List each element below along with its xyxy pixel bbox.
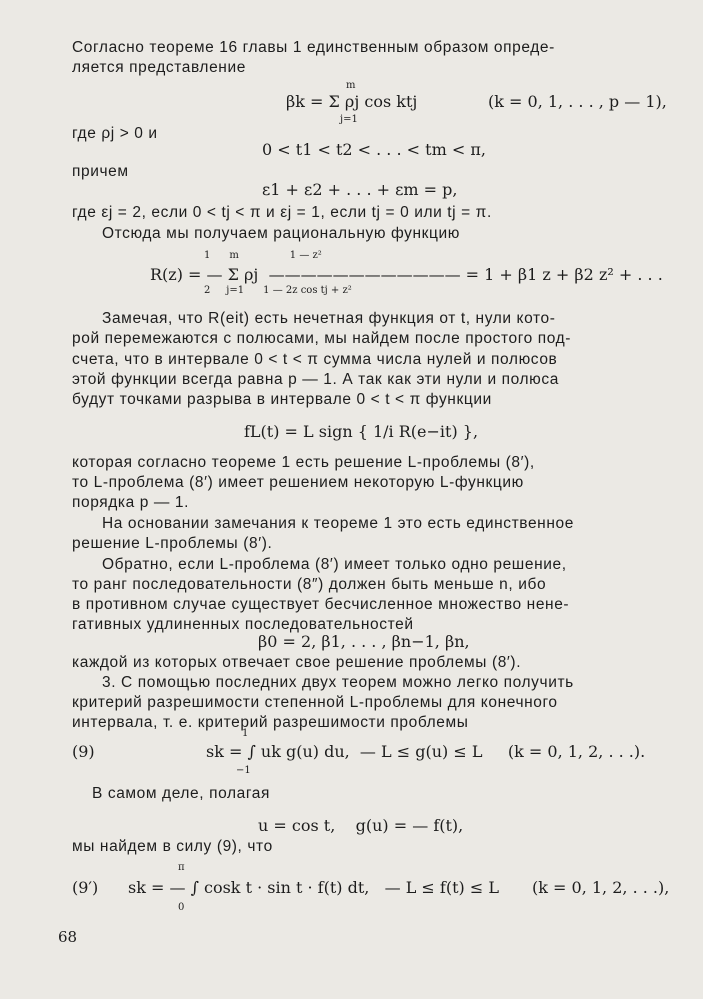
text-line: то ранг последовательности (8″) должен быть меньше n, ибо bbox=[72, 576, 547, 593]
formula-beta-sequence: β0 = 2, β1, . . . , βn−1, βn, bbox=[258, 632, 470, 651]
formula-sk-integral: sk = ∫ uk g(u) du, — L ≤ g(u) ≤ L (k = 0, 1, 2, . . .). bbox=[206, 742, 646, 761]
text-line: каждой из которых отвечает свое решение проблемы (8′). bbox=[72, 654, 522, 671]
equation-label-9-prime: (9′) bbox=[72, 878, 99, 897]
text-line: счета, что в интервале 0 < t < π сумма числа нулей и полюсов bbox=[72, 351, 558, 368]
integral-lower-limit: −1 bbox=[236, 765, 251, 776]
text-line: критерий разрешимости степенной L-проблемы для конечного bbox=[72, 694, 558, 711]
text-line: Замечая, что R(eit) есть нечетная функция от t, нули кото- bbox=[102, 310, 556, 327]
text-line: в противном случае существует бесчисленное множество нене- bbox=[72, 596, 570, 613]
formula-rational-function: R(z) = — Σ ρj ———————————— = 1 + β1 z + β2 z² + . . . bbox=[150, 265, 663, 284]
text-line: будут точками разрыва в интервале 0 < t < π функции bbox=[72, 391, 492, 408]
text-line: где εj = 2, если 0 < tj < π и εj = 1, если tj = 0 или tj = π. bbox=[72, 204, 492, 221]
text-line: В самом деле, полагая bbox=[92, 785, 270, 802]
equation-label-9: (9) bbox=[72, 742, 95, 761]
text-line: где ρj > 0 и bbox=[72, 125, 158, 142]
text-line: Обратно, если L-проблема (8′) имеет только одно решение, bbox=[102, 556, 567, 573]
formula-fl: fL(t) = L sign { 1/i R(e−it) }, bbox=[244, 422, 479, 441]
formula-top: 1 m 1 — z² bbox=[204, 250, 322, 261]
formula-epsilon-sum: ε1 + ε2 + . . . + εm = p, bbox=[262, 180, 458, 199]
text-line: то L-проблема (8′) имеет решением некоторую L-функцию bbox=[72, 474, 524, 491]
text-line: 3. С помощью последних двух теорем можно легко получить bbox=[102, 674, 574, 691]
formula-substitution: u = cos t, g(u) = — f(t), bbox=[258, 816, 464, 835]
text-line: причем bbox=[72, 163, 129, 180]
text-line: На основании замечания к теореме 1 это есть единственное bbox=[102, 515, 574, 532]
text-line: ляется представление bbox=[72, 59, 246, 76]
text-line: гативных удлиненных последовательностей bbox=[72, 616, 414, 633]
formula-range: (k = 0, 1, . . . , p — 1), bbox=[488, 92, 667, 111]
integral-lower-limit: 0 bbox=[178, 902, 185, 913]
page-number: 68 bbox=[58, 928, 78, 946]
text-line: порядка p — 1. bbox=[72, 494, 190, 511]
formula-sup: m bbox=[346, 80, 356, 91]
formula-beta-k: βk = Σ ρj cos ktj bbox=[286, 92, 418, 111]
text-line: этой функции всегда равна p — 1. А так как эти нули и полюса bbox=[72, 371, 559, 388]
formula-inequality: 0 < t1 < t2 < . . . < tm < π, bbox=[262, 140, 486, 159]
formula-sub: j=1 bbox=[340, 114, 358, 125]
text-line: рой перемежаются с полюсами, мы найдем после простого под- bbox=[72, 330, 572, 347]
formula-range: (k = 0, 1, 2, . . .), bbox=[532, 878, 670, 897]
formula-sk-cos: sk = — ∫ cosk t · sin t · f(t) dt, — L ≤ f(t) ≤ L bbox=[128, 878, 499, 897]
formula-bottom: 2 j=1 1 — 2z cos tj + z² bbox=[204, 285, 352, 296]
text-line: мы найдем в силу (9), что bbox=[72, 838, 273, 855]
text-line: решение L-проблемы (8′). bbox=[72, 535, 273, 552]
text-line: Отсюда мы получаем рациональную функцию bbox=[102, 225, 461, 242]
text-line: интервала, т. е. критерий разрешимости проблемы bbox=[72, 714, 469, 731]
integral-upper-limit: 1 bbox=[242, 728, 249, 739]
text-line: которая согласно теореме 1 есть решение L-проблемы (8′), bbox=[72, 454, 535, 471]
text-line: Согласно теореме 16 главы 1 единственным образом опреде- bbox=[72, 39, 555, 56]
integral-upper-limit: π bbox=[178, 862, 185, 873]
